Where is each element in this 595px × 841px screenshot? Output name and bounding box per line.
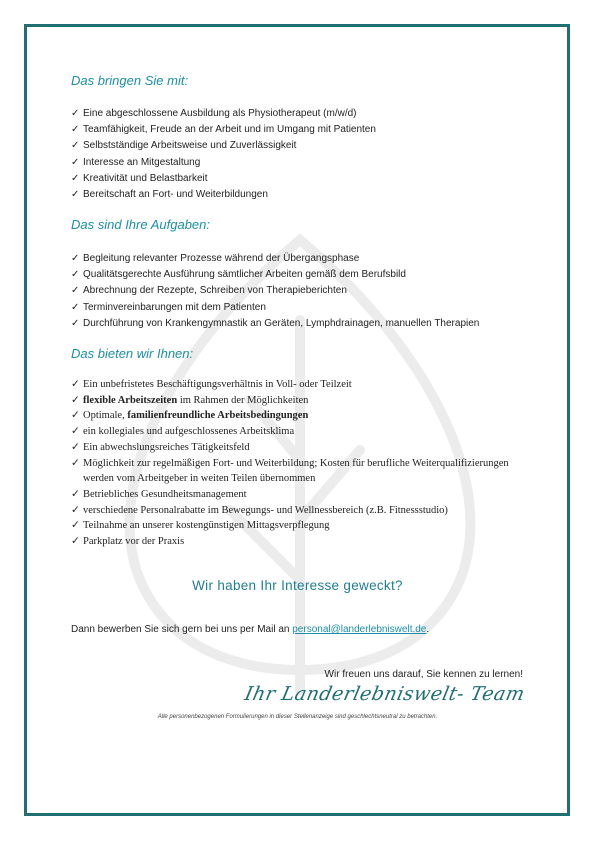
check-icon: ✓ — [71, 379, 80, 390]
requirements-list — [71, 106, 376, 203]
heading-tasks: Das sind Ihre Aufgaben: — [71, 217, 210, 232]
list-item: ✓ Parkplatz vor der Praxis — [71, 534, 521, 550]
check-icon: ✓ — [71, 394, 80, 406]
email-link[interactable]: personal@landerlebniswelt.de — [292, 624, 427, 635]
list-item: ✓ Kreativität und Belastbarkeit — [71, 171, 376, 187]
list-item: ✓ Abrechnung der Rezepte, Schreiben von Therapieberichten — [71, 283, 479, 299]
check-icon: ✓ — [71, 520, 80, 532]
list-item: ✓ Terminvereinbarungen mit dem Patienten — [71, 300, 479, 316]
check-icon: ✓ — [71, 172, 80, 184]
list-item: ✓ Qualitätsgerechte Ausführung sämtlicher Arbeiten gemäß dem Berufsbild — [71, 267, 479, 283]
call-to-action: Wir haben Ihr Interesse geweckt? — [192, 578, 403, 593]
list-item: ✓ Eine abgeschlossene Ausbildung als Physiotherapeut (m/w/d) — [71, 106, 376, 122]
check-icon: ✓ — [71, 189, 80, 201]
list-item: ✓ Bereitschaft an Fort- und Weiterbildungen — [71, 187, 376, 203]
check-icon: ✓ — [71, 488, 80, 500]
heading-benefits: Das bieten wir Ihnen: — [71, 346, 194, 361]
check-icon: ✓ — [71, 253, 80, 264]
check-icon: ✓ — [71, 317, 80, 329]
check-icon: ✓ — [71, 140, 80, 152]
check-icon: ✓ — [71, 441, 80, 453]
check-icon: ✓ — [71, 285, 80, 297]
list-item: ✓ Interesse an Mitgestaltung — [71, 155, 376, 171]
list-item: ✓ Begleitung relevanter Prozesse während der Übergangsphase — [71, 251, 479, 267]
apply-text: Dann bewerben Sie sich gern bei uns per Mail an personal@landerlebniswelt.de. — [71, 624, 430, 635]
check-icon: ✓ — [71, 410, 80, 422]
check-icon: ✓ — [71, 426, 80, 438]
list-item: ✓ ein kollegiales und aufgeschlossenes Arbeitsklima — [71, 424, 521, 440]
list-item: ✓ Selbstständige Arbeitsweise und Zuverlässigkeit — [71, 138, 376, 154]
list-item: ✓ Ein abwechslungsreiches Tätigkeitsfeld — [71, 440, 521, 456]
tasks-list — [71, 251, 479, 332]
list-item: ✓ Möglichkeit zur regelmäßigen Fort- und Weiterbildung; Kosten für berufliche Weiterqualifizierungen werden vom Arbeitgeber in weiten Teilen übernommen — [71, 457, 509, 485]
check-icon: ✓ — [71, 269, 80, 281]
list-item: ✓ flexible Arbeitszeiten im Rahmen der Möglichkeiten — [71, 393, 521, 409]
signature: Ihr Landerlebniswelt- Team — [243, 683, 528, 705]
check-icon: ✓ — [71, 108, 80, 119]
list-item: ✓ verschiedene Personalrabatte im Bewegungs- und Wellnessbereich (z.B. Fitnessstudio) — [71, 503, 521, 519]
check-icon: ✓ — [71, 504, 80, 516]
disclaimer: Alle personenbezogenen Formulierungen in dieser Stellenanzeige sind geschlechtsneutral zu betrachten. — [157, 714, 438, 720]
list-item: ✓ Teamfähigkeit, Freude an der Arbeit und im Umgang mit Patienten — [71, 122, 376, 138]
check-icon: ✓ — [71, 457, 80, 469]
list-item: ✓ Betriebliches Gesundheitsmanagement — [71, 487, 521, 503]
list-item: ✓ Optimale, familienfreundliche Arbeitsbedingungen — [71, 408, 521, 424]
check-icon: ✓ — [71, 536, 80, 548]
check-icon: ✓ — [71, 301, 80, 313]
benefits-list — [71, 377, 521, 550]
list-item: ✓ Teilnahme an unserer kostengünstigen Mittagsverpflegung — [71, 518, 521, 534]
check-icon: ✓ — [71, 156, 80, 168]
list-item: ✓ Ein unbefristetes Beschäftigungsverhältnis in Voll- oder Teilzeit — [71, 377, 521, 393]
closing-text: Wir freuen uns darauf, Sie kennen zu lernen! — [324, 669, 523, 680]
heading-requirements: Das bringen Sie mit: — [71, 73, 189, 88]
check-icon: ✓ — [71, 124, 80, 136]
list-item: ✓ Durchführung von Krankengymnastik an Geräten, Lymphdrainagen, manuellen Therapien — [71, 316, 479, 332]
